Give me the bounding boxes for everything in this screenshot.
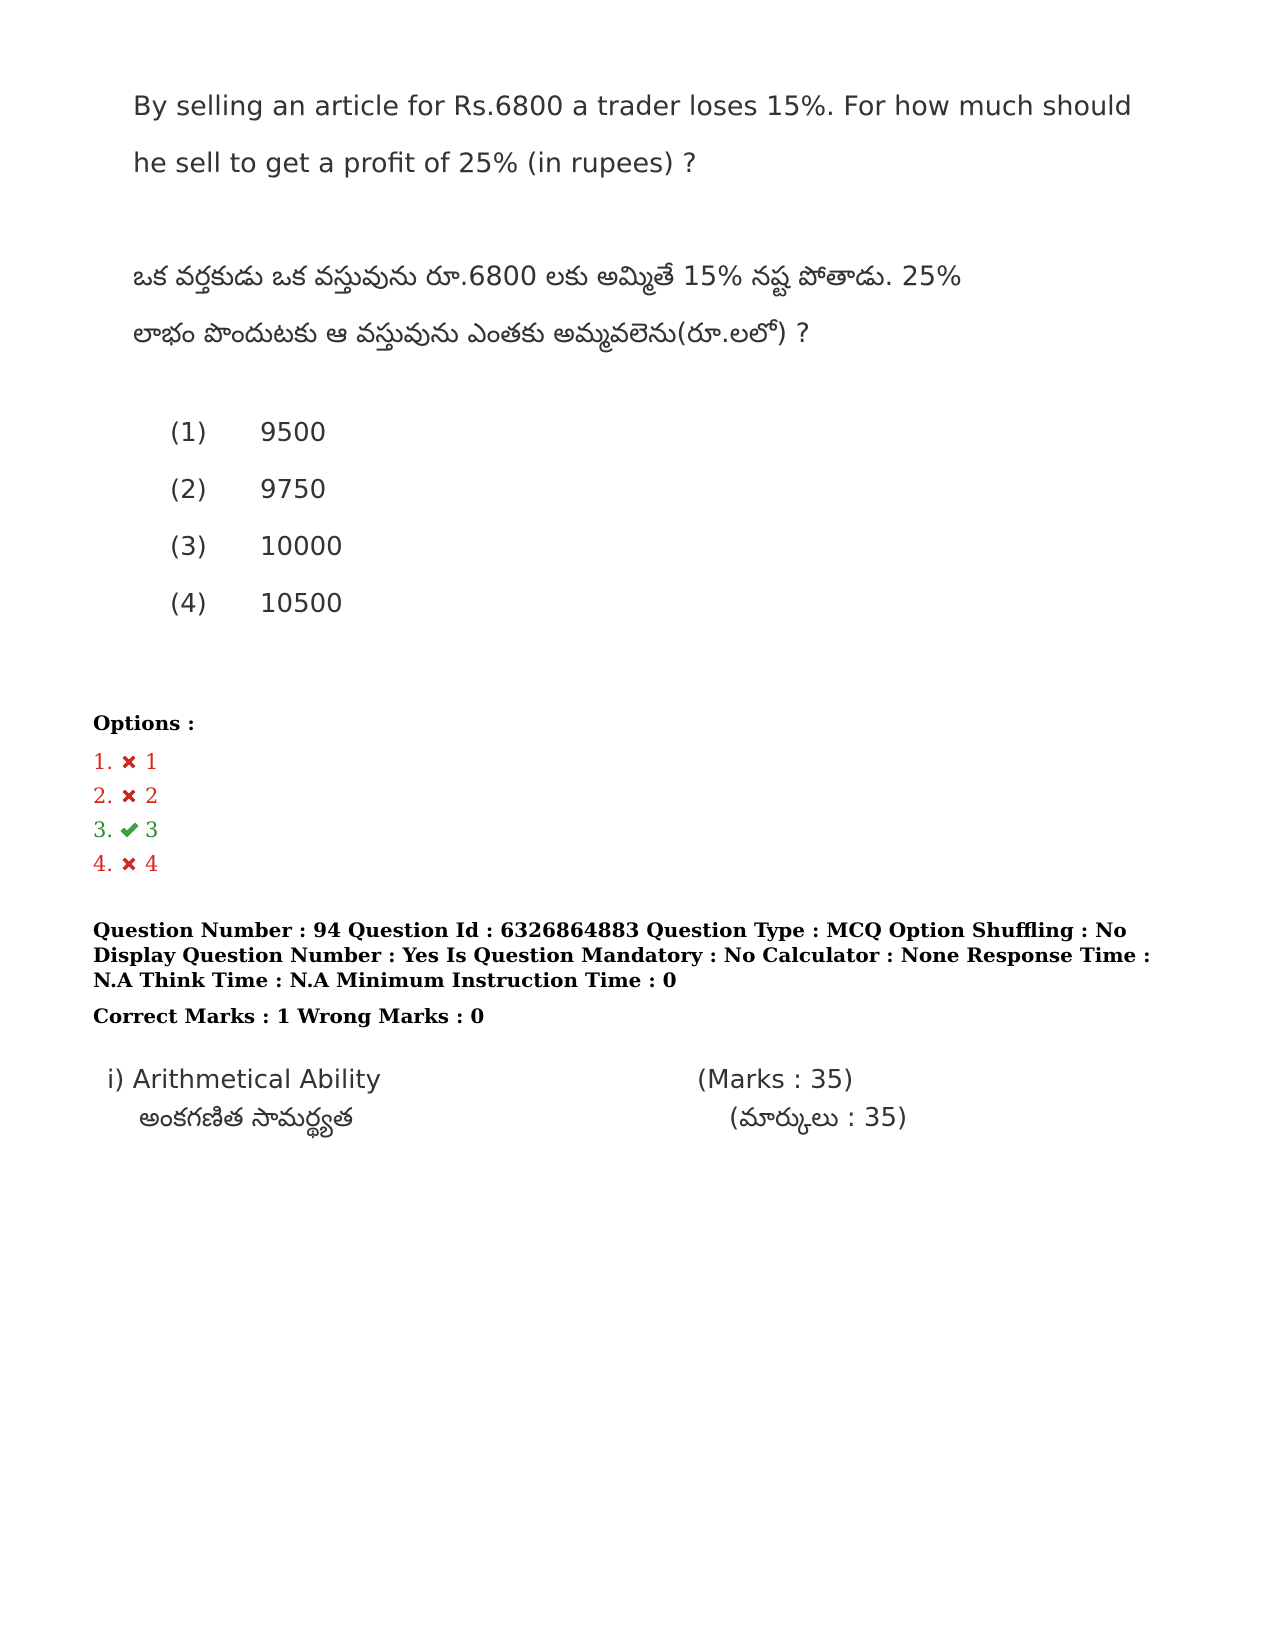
options-list (93, 745, 158, 881)
choice-3 (170, 532, 343, 589)
option-prefix: 4. (93, 852, 114, 876)
option-value: 4 (145, 852, 159, 876)
choice-value: 9500 (260, 418, 327, 448)
option-value: 1 (145, 750, 159, 774)
choice-value: 10000 (260, 532, 343, 562)
section-title-telugu: అంకగణిత సామర్థ్యత (139, 1103, 354, 1133)
wrong-cross-icon (119, 854, 139, 874)
section-title-english: i) Arithmetical Ability (107, 1065, 382, 1095)
correct-check-icon (119, 820, 139, 840)
section-row-english (107, 1061, 927, 1099)
question-english-line1: By selling an article for Rs.6800 a trader loses 15%. For how much should (133, 91, 1132, 122)
choice-4 (170, 589, 343, 646)
choice-number: (4) (170, 589, 207, 619)
option-3 (93, 813, 158, 847)
question-telugu-line1: ఒక వర్తకుడు ఒక వస్తువును రూ.6800 లకు అమ్మితే 15% నష్ట పోతాడు. 25% (133, 261, 962, 292)
option-prefix: 3. (93, 818, 114, 842)
option-prefix: 1. (93, 750, 114, 774)
option-1 (93, 745, 158, 779)
choice-value: 9750 (260, 475, 327, 505)
choice-1 (170, 418, 343, 475)
question-english (133, 78, 1133, 192)
question-telugu (133, 248, 1133, 362)
choice-number: (2) (170, 475, 207, 505)
section-row-telugu (107, 1099, 927, 1137)
option-2 (93, 779, 158, 813)
option-prefix: 2. (93, 784, 114, 808)
question-english-line2: he sell to get a profit of 25% (in rupees) ? (133, 148, 697, 179)
choice-number: (1) (170, 418, 207, 448)
question-text (133, 78, 1133, 362)
option-value: 3 (145, 818, 159, 842)
section-header (107, 1061, 927, 1137)
option-4 (93, 847, 158, 881)
answer-choices (170, 418, 343, 646)
choice-number: (3) (170, 532, 207, 562)
question-metadata: Question Number : 94 Question Id : 6326864883 Question Type : MCQ Option Shuffling : No Display Question Number : Yes Is Question Mandatory : No Calculator : None Response Time : N.A Think Time : N.A Minimum Instruction Time : 0 (93, 918, 1151, 992)
question-telugu-line2: లాభం పొందుటకు ఆ వస్తువును ఎంతకు అమ్మవలెను(రూ.లలో) ? (133, 318, 810, 349)
section-marks-telugu: (మార్కులు : 35) (729, 1103, 908, 1133)
wrong-cross-icon (119, 786, 139, 806)
choice-2 (170, 475, 343, 532)
marks-info: Correct Marks : 1 Wrong Marks : 0 (93, 1004, 485, 1028)
wrong-cross-icon (119, 752, 139, 772)
choice-value: 10500 (260, 589, 343, 619)
section-marks-english: (Marks : 35) (697, 1065, 854, 1095)
option-value: 2 (145, 784, 159, 808)
options-label: Options : (93, 711, 195, 735)
